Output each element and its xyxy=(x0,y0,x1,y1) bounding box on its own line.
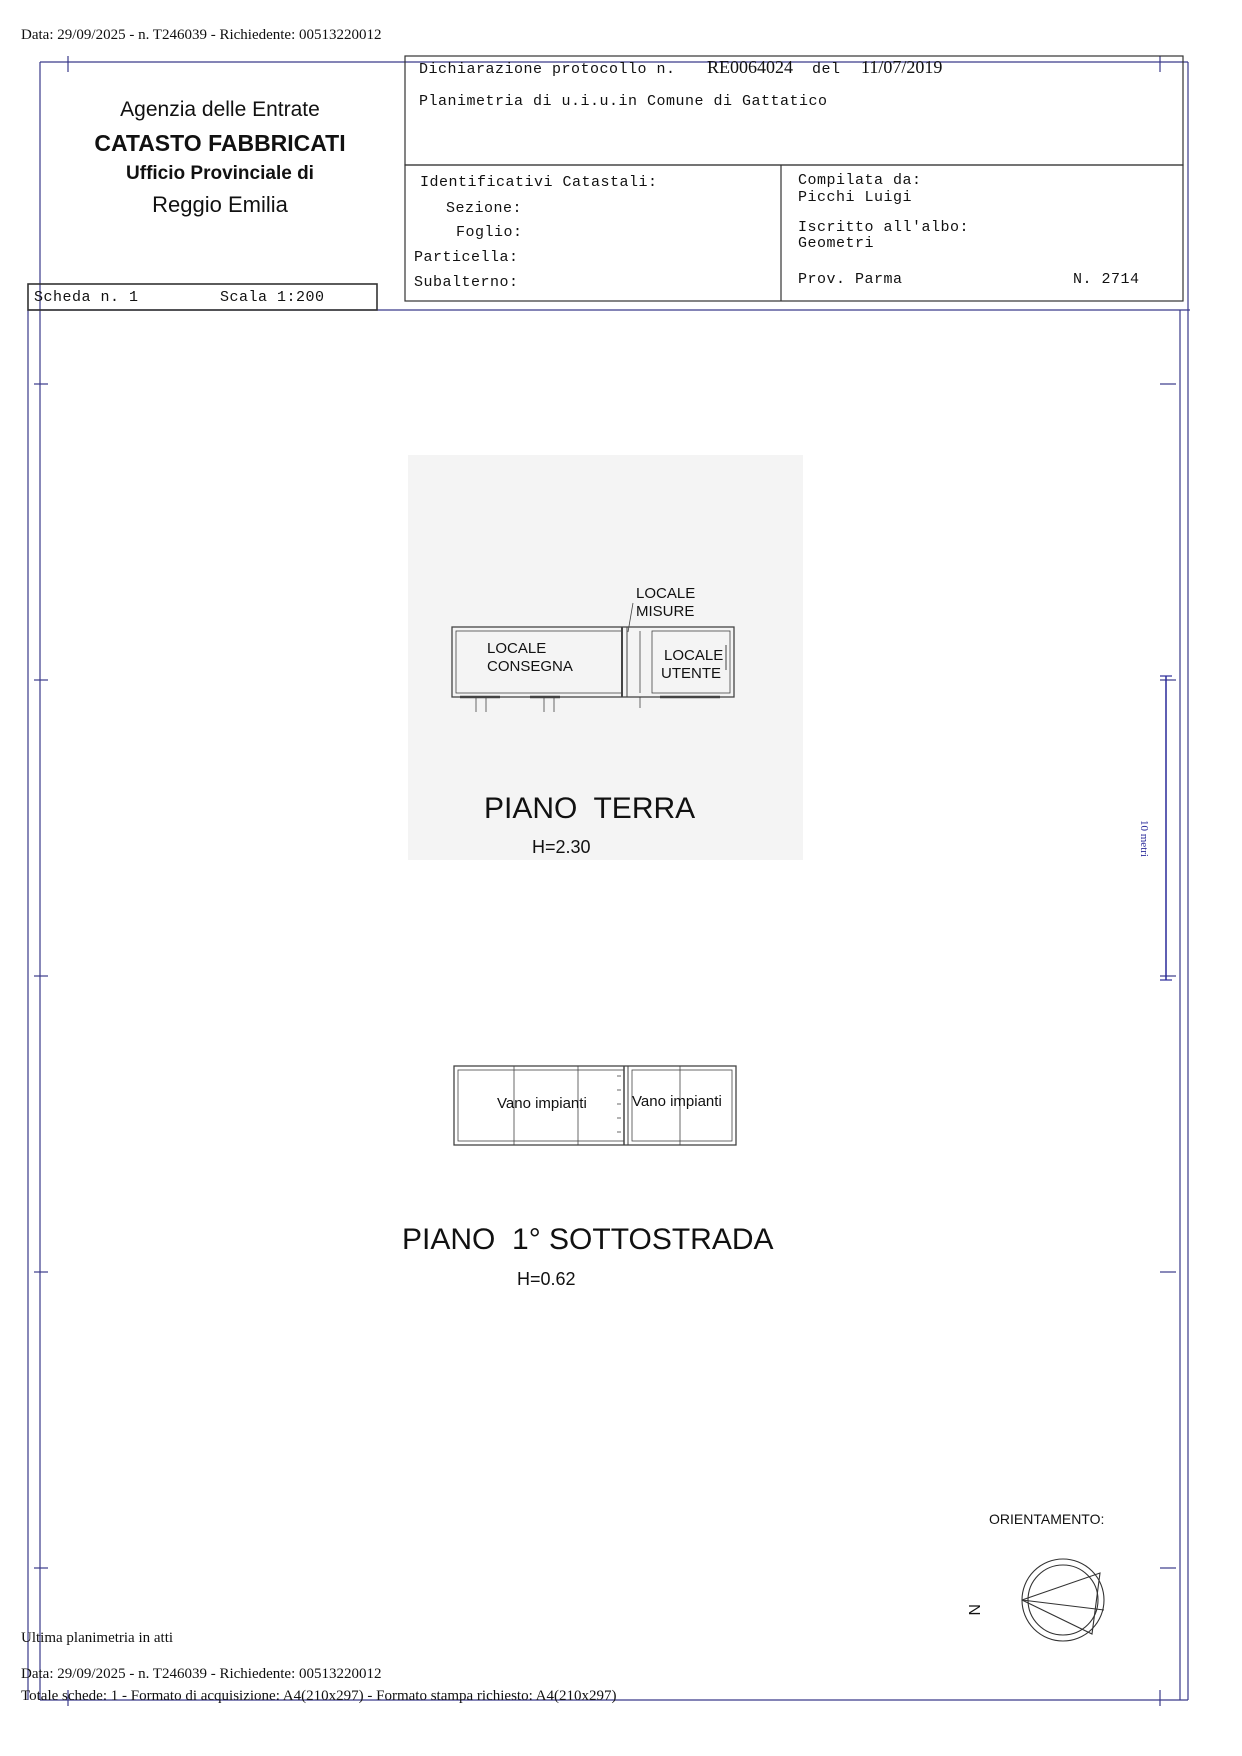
compilata-title: Compilata da: xyxy=(798,172,922,189)
declaration-del: del xyxy=(812,61,841,78)
orientamento-label: ORIENTAMENTO: xyxy=(989,1511,1105,1527)
scale-bar-label: 10 metri xyxy=(1138,820,1150,857)
compilata-name: Picchi Luigi xyxy=(798,189,913,206)
compass-icon xyxy=(1022,1559,1104,1641)
north-label: N xyxy=(965,1604,982,1616)
office-city: Reggio Emilia xyxy=(152,192,288,217)
particella-label: Particella: xyxy=(414,249,519,266)
locale-consegna-label: LOCALE CONSEGNA xyxy=(487,640,573,675)
planimetria-line: Planimetria di u.i.u.in Comune di Gattatico xyxy=(419,93,828,110)
basement-height: H=0.62 xyxy=(517,1269,576,1289)
albo-number: N. 2714 xyxy=(1073,271,1140,288)
scheda-label: Scheda n. 1 xyxy=(34,289,139,306)
locale-misure-label: LOCALE MISURE xyxy=(636,585,696,620)
footer-format-line: Totale schede: 1 - Formato di acquisizione: A4(210x297) - Formato stampa richiesto: A4(210x297) xyxy=(21,1688,617,1704)
province-label: Prov. Parma xyxy=(798,271,903,288)
footer-request-line: Data: 29/09/2025 - n. T246039 - Richiedente: 00513220012 xyxy=(21,1666,382,1682)
basement-title: PIANO 1° SOTTOSTRADA xyxy=(402,1223,774,1256)
vano-impianti-1: Vano impianti xyxy=(497,1095,587,1112)
declaration-date: 11/07/2019 xyxy=(861,57,943,77)
ultima-planimetria: Ultima planimetria in atti xyxy=(21,1630,174,1646)
declaration-label: Dichiarazione protocollo n. xyxy=(419,61,676,78)
protocol-number: RE0064024 xyxy=(707,57,794,77)
scala-label: Scala 1:200 xyxy=(220,289,325,306)
sezione-label: Sezione: xyxy=(446,200,523,217)
agency-name: Agenzia delle Entrate xyxy=(120,98,320,121)
ground-floor-height: H=2.30 xyxy=(532,837,591,857)
subalterno-label: Subalterno: xyxy=(414,274,519,291)
ground-floor-title: PIANO TERRA xyxy=(484,792,696,825)
foglio-label: Foglio: xyxy=(456,224,523,241)
vano-impianti-2: Vano impianti xyxy=(632,1093,722,1110)
albo-title: Iscritto all'albo: xyxy=(798,219,970,236)
ufficio-label: Ufficio Provinciale di xyxy=(126,163,314,184)
identificativi-title: Identificativi Catastali: xyxy=(420,174,658,191)
top-request-line: Data: 29/09/2025 - n. T246039 - Richiedente: 00513220012 xyxy=(21,27,382,43)
locale-utente-label: LOCALE UTENTE xyxy=(661,647,724,682)
albo-value: Geometri xyxy=(798,235,875,252)
catasto-title: CATASTO FABBRICATI xyxy=(94,130,346,156)
